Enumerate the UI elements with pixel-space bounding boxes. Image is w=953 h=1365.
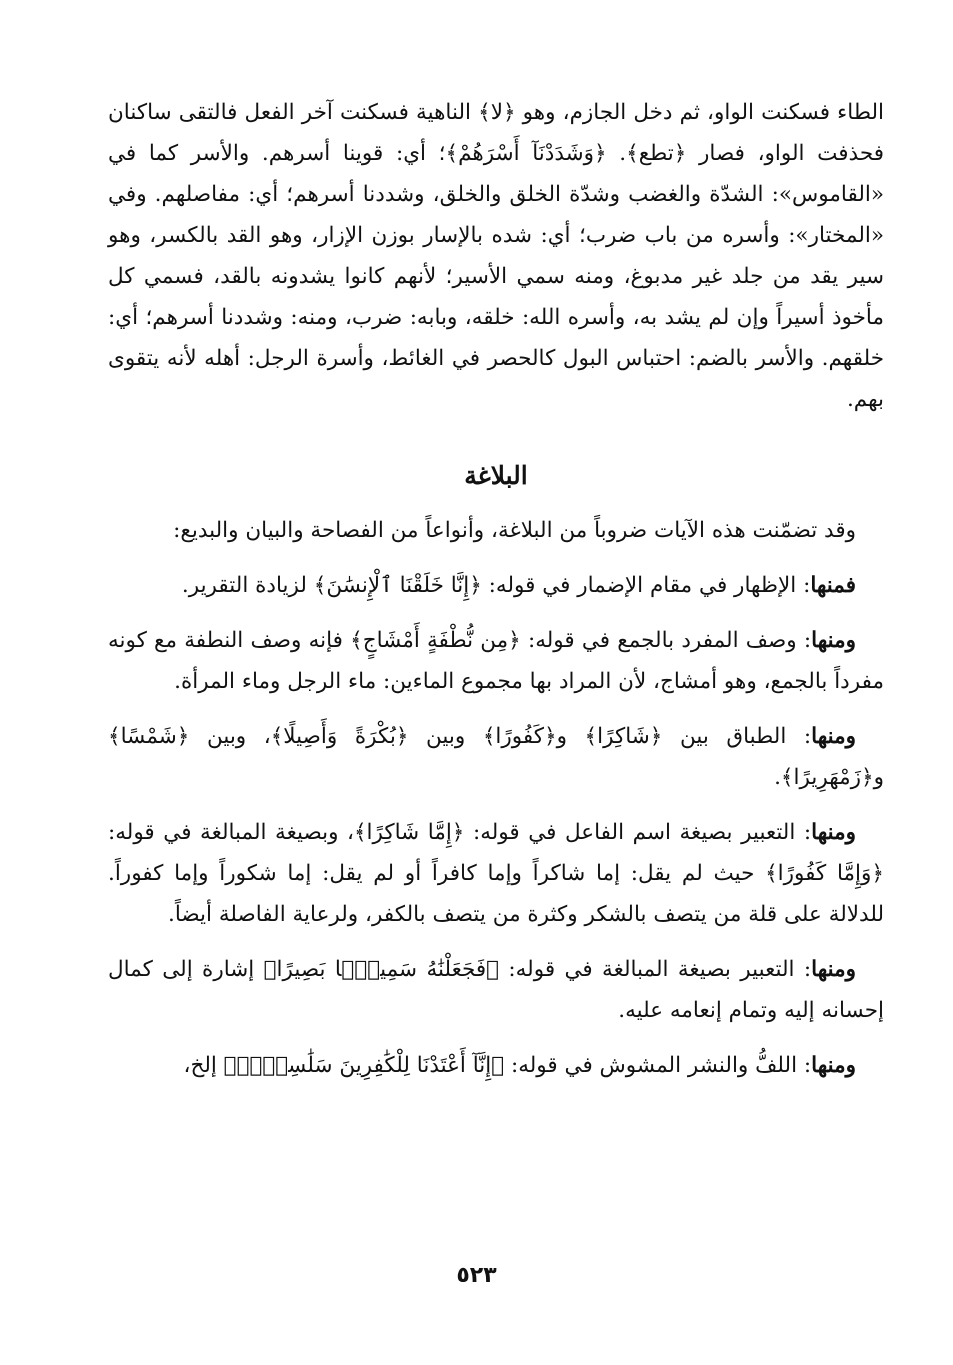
item-lead: ومنها: [811, 957, 856, 982]
item-text: : الطباق بين ﴿شَاكِرًا﴾ و﴿كَفُورًا﴾ وبين ﴿بُكْرَةً وَأَصِيلًا﴾، وبين ﴿شَمْسًا﴾ و﴿زَمْهَرِيرًا﴾.: [108, 724, 884, 790]
item-lead: ومنها: [811, 820, 856, 845]
item-text: : اللفُّ والنشر المشوش في قوله: ﴿إِنَّآ أَعْتَدْنَا لِلْكَٰفِرِينَ سَلَٰسِلَا۟﴾ إلخ،: [183, 1053, 812, 1078]
section-intro: وقد تضمّنت هذه الآيات ضروباً من البلاغة، وأنواعاً من الفصاحة والبيان والبديع:: [173, 518, 856, 543]
item-text: : التعبير بصيغة المبالغة في قوله: ﴿فَجَعَلْنَٰهُ سَمِيعًۢا بَصِيرًا﴾ إشارة إلى كمال إحسانه إليه وتمام إنعامه عليه.: [108, 957, 884, 1023]
item-lead: ومنها: [811, 1053, 856, 1078]
page-body: [108, 92, 884, 1086]
item-lead: ومنها: [811, 724, 856, 749]
list-item: [108, 1045, 884, 1086]
list-item: [108, 716, 884, 798]
page-number: ٥٢٣: [456, 1263, 497, 1288]
list-item: [108, 565, 884, 606]
item-text: : التعبير بصيغة اسم الفاعل في قوله: ﴿إِمَّا شَاكِرًا﴾، وبصيغة المبالغة في قوله: ﴿وَإِمَّا كَفُورًا﴾ حيث لم يقل: إما شاكراً وإما كافراً أو لم يقل: إما شكوراً وإما كفوراً. للدلالة على قلة من يتصف بالشكر وكثرة من يتصف بالكفر، ولرعاية الفاصلة أيضاً.: [108, 820, 884, 927]
list-item: [108, 949, 884, 1031]
item-text: : وصف المفرد بالجمع في قوله: ﴿مِن نُّطْفَةٍ أَمْشَاجٍ﴾ فإنه وصف النطفة مع كونه مفرداً بالجمع، وهو أمشاج، لأن المراد بها مجموع الماءين: ماء الرجل وماء المرأة.: [108, 628, 884, 694]
item-text: : الإظهار في مقام الإضمار في قوله: ﴿إِنَّا خَلَقْنَا ٱلْإِنسَٰنَ﴾ لزيادة التقرير.: [181, 573, 811, 598]
section-heading: البلاغة: [464, 461, 528, 490]
list-item: [108, 812, 884, 935]
item-lead: ومنها: [811, 628, 856, 653]
list-item: [108, 620, 884, 702]
item-lead: فمنها: [810, 573, 856, 598]
intro-paragraph: الطاء فسكنت الواو، ثم دخل الجازم، وهو ﴿لا﴾ الناهية فسكنت آخر الفعل فالتقى ساكنان فحذفت الواو، فصار ﴿تطع﴾. ﴿وَشَدَدْنَآ أَسْرَهُمْ﴾؛ أي: قوينا أسرهم. والأسر كما في «القاموس»: الشدّة والغضب وشدّة الخلق والخلق، وشددنا أسرهم؛ أي: مفاصلهم. وفي «المختار»: وأسره من باب ضرب؛ أي: شده بالإسار بوزن الإزار، وهو القد بالكسر، وهو سير يقد من جلد غير مدبوغ، ومنه سمي الأسير؛ لأنهم كانوا يشدونه بالقد، فسمي كل مأخوذ أسيراً وإن لم يشد به، وأسره الله: خلقه، وبابه: ضرب، ومنه: وشددنا أسرهم؛ أي: خلقهم. والأسر بالضم: احتباس البول كالحصر في الغائط، وأسرة الرجل: أهله لأنه يتقوى بهم.: [108, 100, 884, 412]
